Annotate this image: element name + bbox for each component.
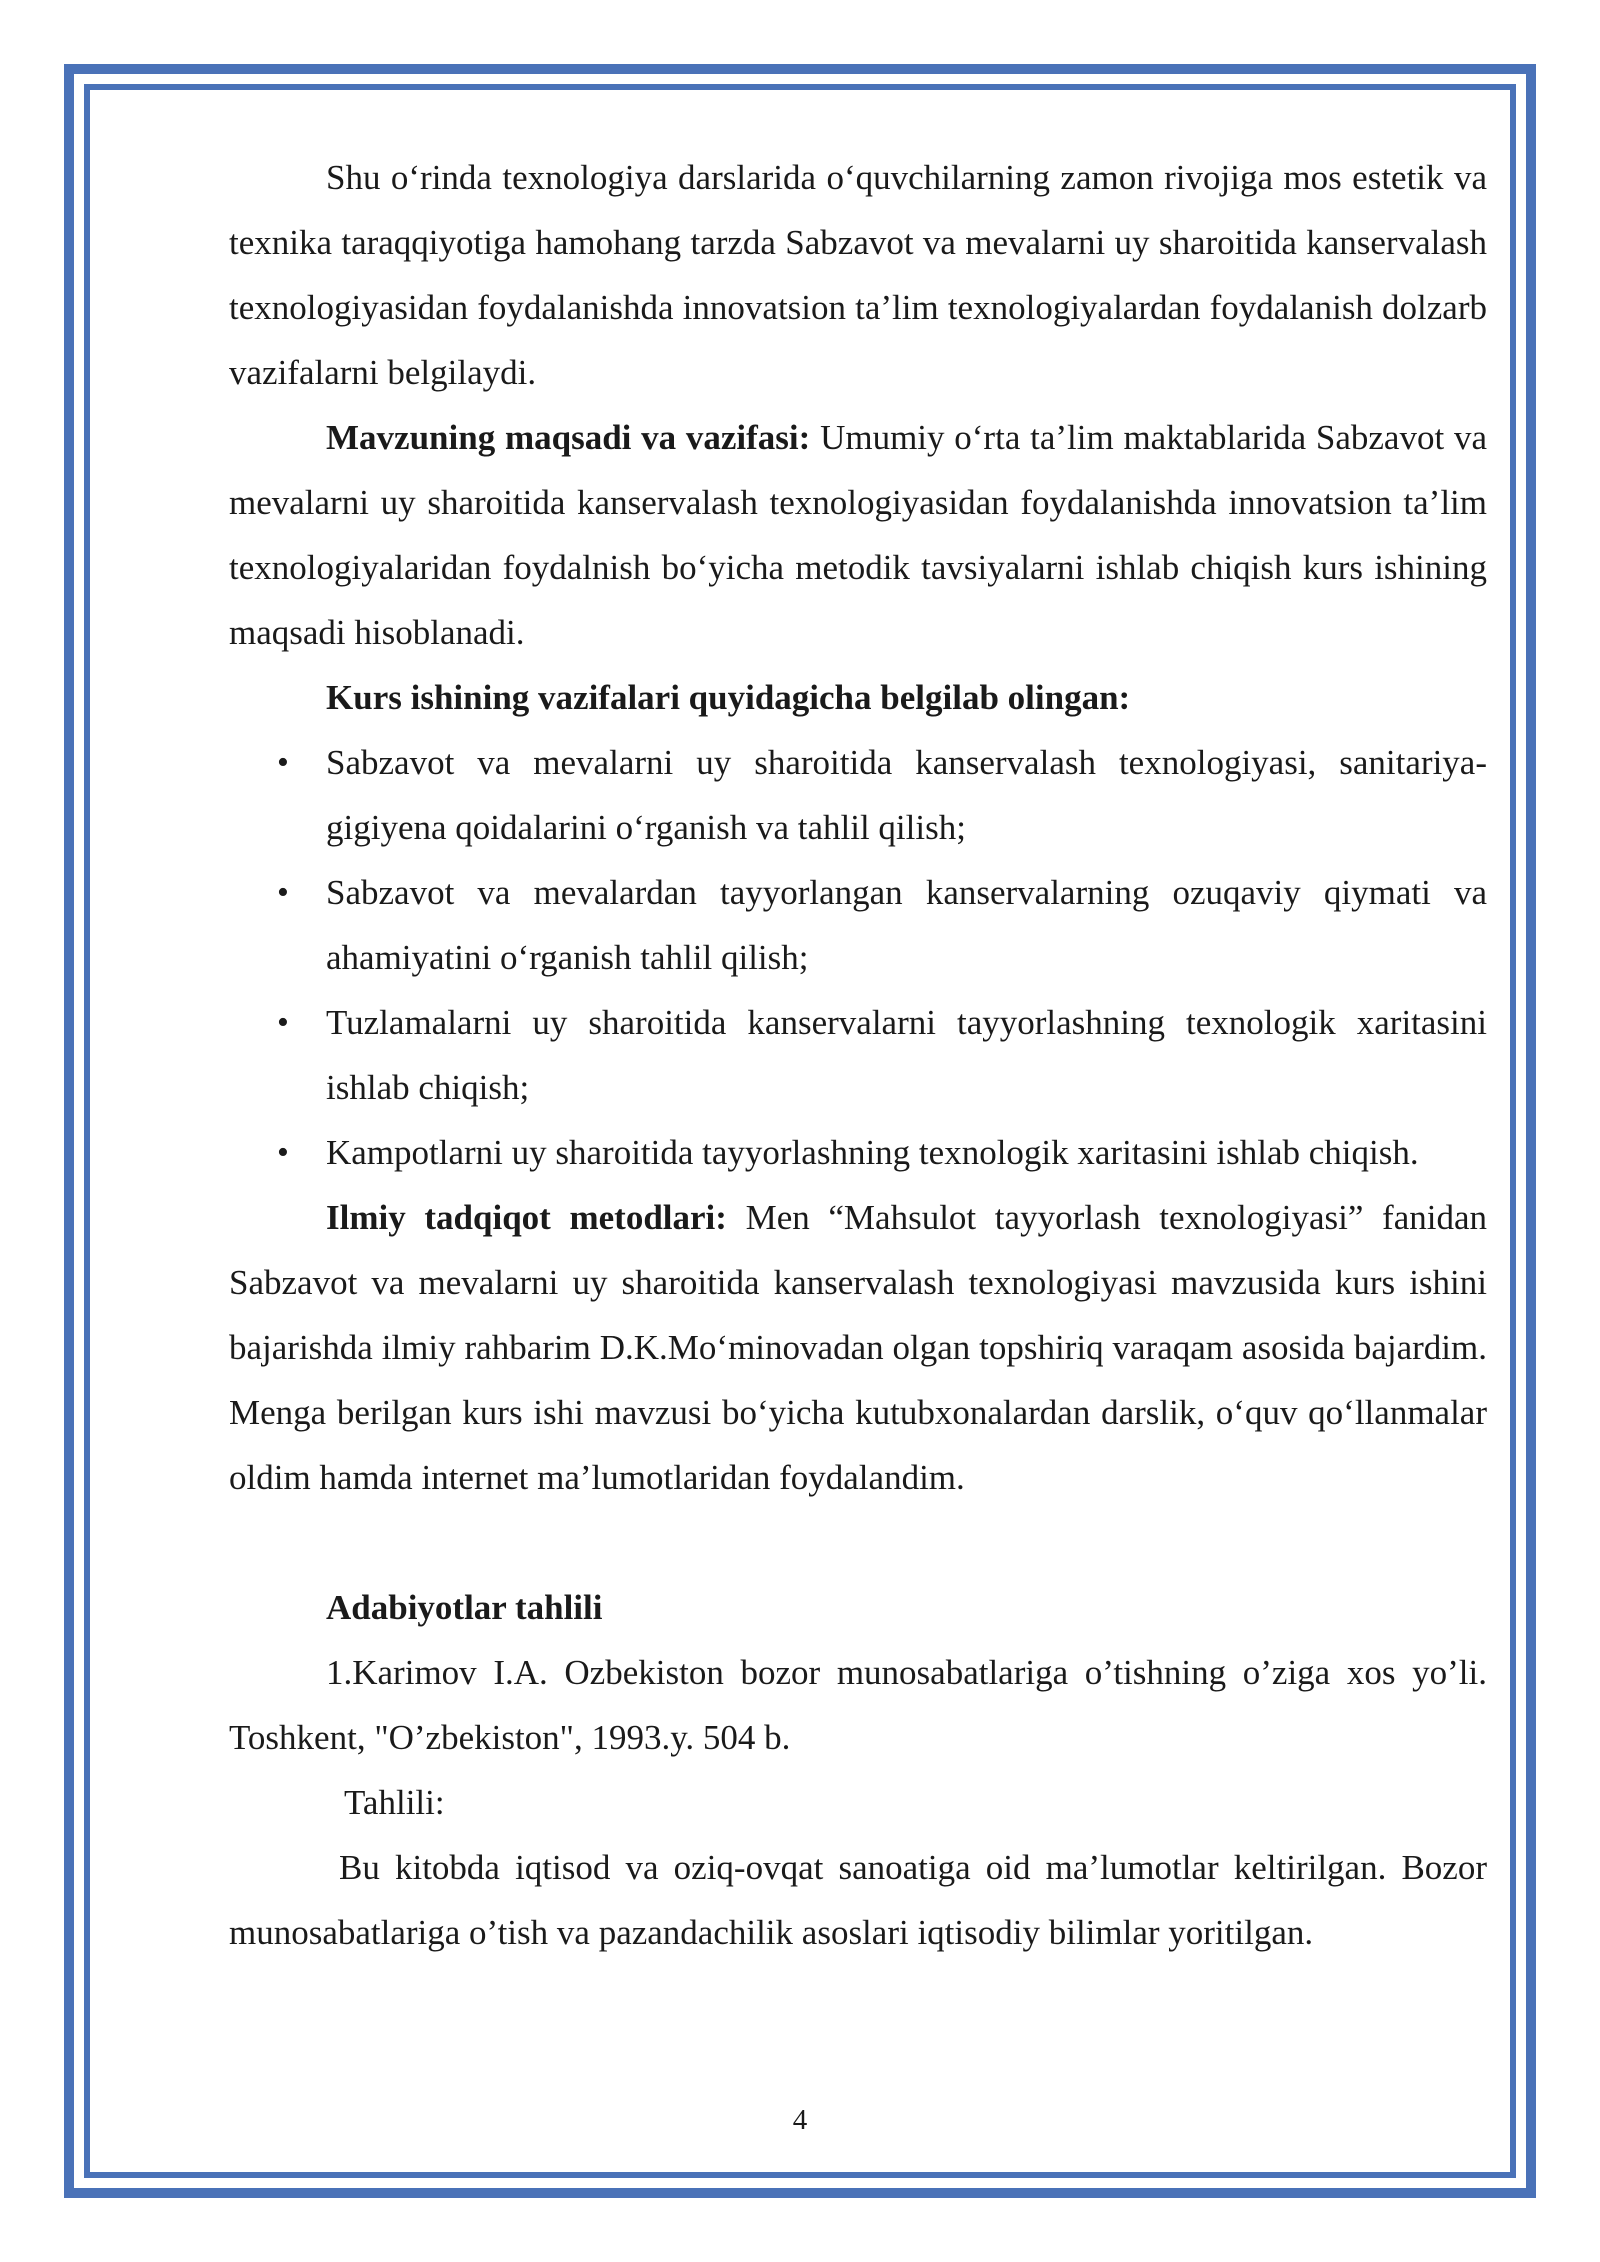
- paragraph-methods: [229, 1185, 1487, 1510]
- goal-text: Umumiy o‘rta ta’lim maktablarida Sabzavot va mevalarni uy sharoitida kanservalash texnologiyasidan foydalanishda innovatsion ta’lim texnologiyalaridan foydalnish bo‘yicha metodik tavsiyalarni ishlab chiqish kurs ishining maqsadi hisoblanadi.: [229, 418, 1487, 652]
- literature-heading: Adabiyotlar tahlili: [326, 1588, 603, 1627]
- task-text: Kampotlarni uy sharoitida tayyorlashning texnologik xaritasini ishlab chiqish.: [326, 1133, 1419, 1172]
- list-item: [229, 990, 1487, 1120]
- list-item: [229, 1120, 1487, 1185]
- bullet-icon: •: [277, 1004, 289, 1041]
- task-text: Sabzavot va mevalardan tayyorlangan kanservalarning ozuqaviy qiymati va ahamiyatini o‘rganish tahlil qilish;: [326, 873, 1487, 977]
- page-content: [229, 145, 1487, 1965]
- tasks-heading: Kurs ishining vazifalari quyidagicha belgilab olingan:: [326, 678, 1131, 717]
- bullet-icon: •: [277, 1134, 289, 1171]
- list-item: [229, 860, 1487, 990]
- literature-reference-1: 1.Karimov I.A. Ozbekiston bozor munosabatlariga o’tishning o’ziga xos yo’li. Toshkent, "O’zbekiston", 1993.y. 504 b.: [229, 1653, 1487, 1757]
- methods-text: Men “Mahsulot tayyorlash texnologiyasi” fanidan Sabzavot va mevalarni uy sharoitida kanservalash texnologiyasi mavzusida kurs ishini bajarishda ilmiy rahbarim D.K.Mo‘minovadan olgan topshiriq varaqam asosida bajardim. Menga berilgan kurs ishi mavzusi bo‘yicha kutubxonalardan darslik, o‘quv qo‘llanmalar oldim hamda internet ma’lumotlaridan foydalandim.: [229, 1198, 1487, 1497]
- page-number: 4: [792, 2104, 808, 2136]
- list-item: [229, 730, 1487, 860]
- bullet-icon: •: [277, 744, 289, 781]
- tasks-list: [229, 730, 1487, 1185]
- paragraph-goal: [229, 405, 1487, 665]
- goal-label: Mavzuning maqsadi va vazifasi:: [326, 418, 811, 457]
- task-text: Sabzavot va mevalarni uy sharoitida kanservalash texnologiyasi, sanitariya-gigiyena qoidalarini o‘rganish va tahlil qilish;: [326, 743, 1487, 847]
- bullet-icon: •: [277, 874, 289, 911]
- paragraph-intro: Shu o‘rinda texnologiya darslarida o‘quvchilarning zamon rivojiga mos estetik va texnika taraqqiyotiga hamohang tarzda Sabzavot va mevalarni uy sharoitida kanservalash texnologiyasidan foydalanishda innovatsion ta’lim texnologiyalardan foydalanish dolzarb vazifalarni belgilaydi.: [229, 158, 1487, 392]
- task-text: Tuzlamalarni uy sharoitida kanservalarni tayyorlashning texnologik xaritasini ishlab chiqish;: [326, 1003, 1487, 1107]
- methods-label: Ilmiy tadqiqot metodlari:: [326, 1198, 727, 1237]
- spacer: [229, 1510, 1487, 1575]
- analysis-text: Bu kitobda iqtisod va oziq-ovqat sanoatiga oid ma’lumotlar keltirilgan. Bozor munosabatlariga o’tish va pazandachilik asoslari iqtisodiy bilimlar yoritilgan.: [229, 1848, 1487, 1952]
- analysis-label: Tahlili:: [344, 1783, 445, 1822]
